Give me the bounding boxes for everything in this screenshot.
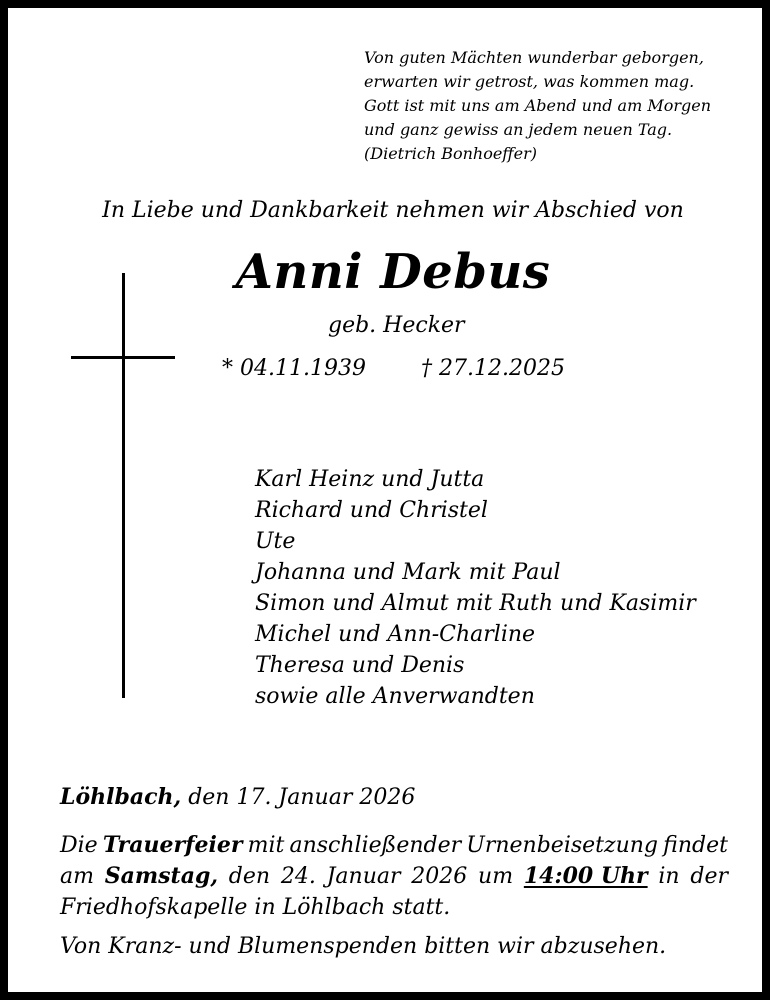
word: findet bbox=[663, 833, 728, 858]
word: 24. bbox=[280, 864, 316, 889]
mourners-list bbox=[255, 464, 696, 712]
word: mit bbox=[247, 833, 285, 858]
quote-line: Gott ist mit uns am Abend und am Morgen bbox=[364, 96, 712, 115]
birth-date: * 04.11.1939 bbox=[222, 356, 366, 381]
list-item: Michel und Ann-Charline bbox=[255, 622, 536, 647]
place-name: Löhlbach, bbox=[60, 784, 182, 810]
quote-line: erwarten wir getrost, was kommen mag. bbox=[364, 72, 695, 91]
quote-line: und ganz gewiss an jedem neuen Tag. bbox=[364, 120, 673, 139]
list-item: Johanna und Mark mit Paul bbox=[255, 560, 561, 585]
list-item: sowie alle Anverwandten bbox=[255, 684, 535, 709]
maiden-name: geb. Hecker bbox=[328, 313, 465, 338]
cross-vertical-bar bbox=[122, 273, 125, 698]
list-item: Simon und Almut mit Ruth und Kasimir bbox=[255, 591, 696, 616]
word: der bbox=[690, 864, 728, 889]
date-text: den 17. Januar 2026 bbox=[188, 785, 416, 810]
word: anschließender bbox=[289, 833, 462, 858]
closing-note: Von Kranz- und Blumenspenden bitten wir abzusehen. bbox=[60, 934, 667, 959]
list-item: Richard und Christel bbox=[255, 498, 488, 523]
word: um bbox=[478, 864, 514, 889]
ceremony-time: 14:00 Uhr bbox=[523, 863, 648, 889]
cross-horizontal-bar bbox=[71, 356, 175, 359]
word: Die bbox=[60, 833, 98, 858]
ceremony-day: Samstag, bbox=[104, 863, 219, 889]
ceremony-notice bbox=[60, 830, 728, 923]
quote-author: (Dietrich Bonhoeffer) bbox=[364, 144, 537, 163]
death-date: † 27.12.2025 bbox=[421, 356, 565, 381]
ceremony-line-2 bbox=[60, 861, 728, 892]
ceremony-line-1 bbox=[60, 830, 728, 861]
list-item: Karl Heinz und Jutta bbox=[255, 467, 485, 492]
list-item: Ute bbox=[255, 529, 296, 554]
list-item: Theresa und Denis bbox=[255, 653, 465, 678]
word: 2026 bbox=[411, 864, 468, 889]
ceremony-location: Friedhofskapelle in Löhlbach statt. bbox=[60, 895, 451, 920]
word: in bbox=[658, 864, 680, 889]
word: Urnenbeisetzung bbox=[466, 833, 659, 858]
deceased-name: Anni Debus bbox=[235, 244, 551, 300]
word: den bbox=[228, 864, 271, 889]
event-name: Trauerfeier bbox=[102, 832, 243, 858]
word: am bbox=[60, 864, 94, 889]
quote-line: Von guten Mächten wunderbar geborgen, bbox=[364, 48, 704, 67]
place-and-date bbox=[60, 784, 415, 810]
intro-text: In Liebe und Dankbarkeit nehmen wir Abschied von bbox=[102, 198, 684, 223]
word: Januar bbox=[326, 864, 401, 889]
ceremony-line-3 bbox=[60, 892, 728, 923]
bonhoeffer-quote bbox=[364, 46, 754, 166]
